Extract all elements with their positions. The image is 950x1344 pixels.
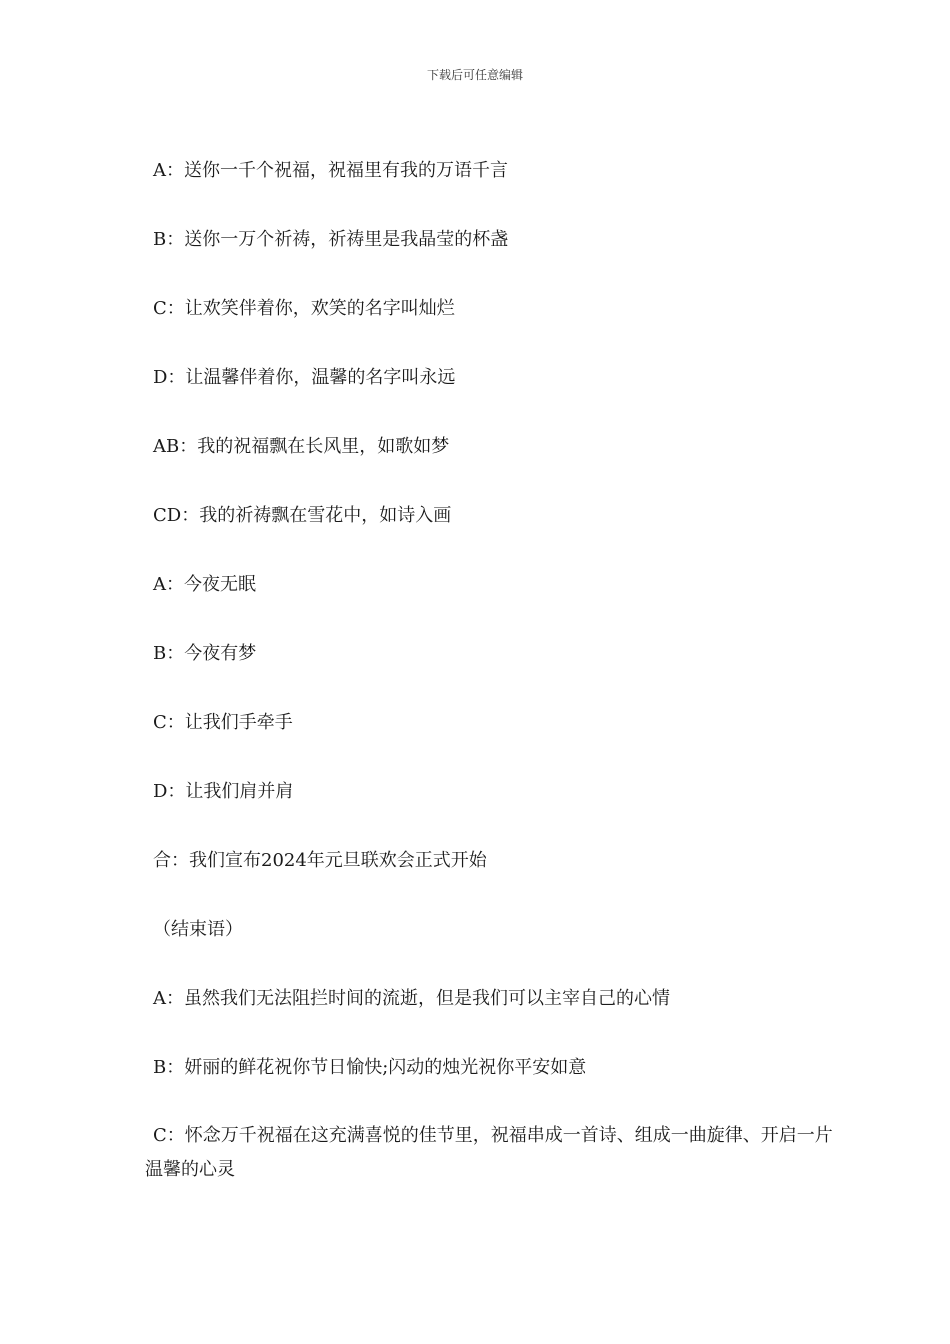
- dialogue-line: B：今夜有梦: [153, 643, 257, 664]
- section-heading: （结束语）: [153, 919, 243, 940]
- dialogue-line: AB：我的祝福飘在长风里，如歌如梦: [153, 436, 450, 457]
- page-header: 下载后可任意编辑: [426, 68, 523, 82]
- dialogue-line: A：送你一千个祝福，祝福里有我的万语千言: [153, 160, 508, 181]
- dialogue-line: B：送你一万个祈祷，祈祷里是我晶莹的杯盏: [153, 229, 509, 250]
- dialogue-line: D：让温馨伴着你，温馨的名字叫永远: [153, 367, 456, 388]
- dialogue-line: A：今夜无眠: [153, 574, 256, 595]
- dialogue-line: D：让我们肩并肩: [153, 781, 294, 802]
- dialogue-line: B：妍丽的鲜花祝你节日愉快;闪动的烛光祝你平安如意: [153, 1057, 587, 1078]
- dialogue-line: CD：我的祈祷飘在雪花中，如诗入画: [153, 505, 452, 526]
- dialogue-line: C：怀念万千祝福在这充满喜悦的佳节里，祝福串成一首诗、组成一曲旋律、开启一片温馨的心灵: [145, 1125, 833, 1180]
- dialogue-line: A：虽然我们无法阻拦时间的流逝，但是我们可以主宰自己的心情: [153, 988, 670, 1009]
- dialogue-line: C：让欢笑伴着你，欢笑的名字叫灿烂: [153, 298, 455, 319]
- dialogue-line: 合：我们宣布2024年元旦联欢会正式开始: [153, 850, 487, 871]
- dialogue-line: C：让我们手牵手: [153, 712, 293, 733]
